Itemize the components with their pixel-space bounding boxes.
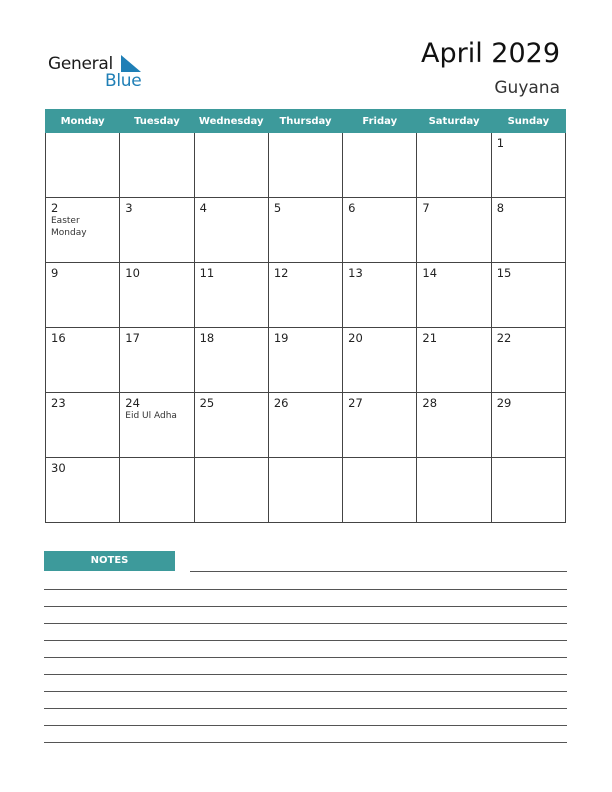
holiday-label: Eid Ul Adha xyxy=(125,411,177,421)
day-cell xyxy=(120,133,194,198)
day-number: 12 xyxy=(273,266,289,280)
day-cell xyxy=(46,458,120,523)
day-number: 23 xyxy=(51,396,66,410)
day-cell xyxy=(194,458,268,523)
day-cell xyxy=(268,133,342,198)
day-number: 17 xyxy=(125,331,140,345)
day-cell xyxy=(417,328,491,393)
weekday-header: Tuesday xyxy=(120,110,194,133)
calendar-country: Guyana xyxy=(494,78,560,98)
weekday-header: Friday xyxy=(343,110,417,133)
day-cell xyxy=(491,393,565,458)
day-cell xyxy=(268,393,342,458)
day-number: 5 xyxy=(273,201,282,215)
day-number: 11 xyxy=(199,266,215,280)
logo-text-blue: Blue xyxy=(105,71,142,91)
day-cell xyxy=(343,133,417,198)
day-cell xyxy=(417,458,491,523)
weekday-header: Wednesday xyxy=(194,110,268,133)
day-number: 20 xyxy=(348,331,363,345)
day-cell xyxy=(120,393,194,458)
week-row xyxy=(46,328,566,393)
day-cell xyxy=(491,458,565,523)
day-cell xyxy=(491,198,565,263)
week-row xyxy=(46,198,566,263)
day-cell xyxy=(343,328,417,393)
weekday-header-row xyxy=(46,110,566,133)
day-number: 10 xyxy=(125,266,140,280)
day-cell xyxy=(194,328,268,393)
day-cell xyxy=(194,198,268,263)
day-number: 8 xyxy=(496,201,505,215)
day-number: 15 xyxy=(496,266,512,280)
weekday-header: Saturday xyxy=(417,110,491,133)
week-row xyxy=(46,458,566,523)
day-cell xyxy=(417,198,491,263)
notes-line xyxy=(44,589,567,590)
notes-line xyxy=(44,725,567,726)
day-number: 21 xyxy=(422,331,438,345)
day-cell xyxy=(268,198,342,263)
logo-triangle-icon xyxy=(121,55,141,72)
weekday-header: Monday xyxy=(46,110,120,133)
weekday-header: Thursday xyxy=(268,110,342,133)
day-number: 29 xyxy=(496,396,512,410)
day-number: 22 xyxy=(496,331,512,345)
notes-line xyxy=(44,606,567,607)
day-number: 6 xyxy=(348,201,356,215)
day-cell xyxy=(491,328,565,393)
day-number: 24 xyxy=(125,396,140,410)
day-cell xyxy=(46,328,120,393)
day-number: 3 xyxy=(125,201,133,215)
day-cell xyxy=(194,393,268,458)
day-number: 18 xyxy=(199,331,215,345)
day-cell xyxy=(120,458,194,523)
day-number: 9 xyxy=(51,266,59,280)
day-cell xyxy=(491,133,565,198)
notes-line xyxy=(44,708,567,709)
day-cell xyxy=(46,393,120,458)
day-cell xyxy=(120,198,194,263)
week-row xyxy=(46,393,566,458)
day-number: 1 xyxy=(496,136,505,150)
day-cell xyxy=(417,393,491,458)
week-row xyxy=(46,133,566,198)
holiday-label: Easter Monday xyxy=(51,216,87,238)
day-cell xyxy=(46,263,120,328)
calendar-title: April 2029 xyxy=(420,38,560,69)
day-number: 7 xyxy=(422,201,430,215)
day-number: 25 xyxy=(199,396,215,410)
day-cell xyxy=(120,328,194,393)
day-cell xyxy=(268,458,342,523)
day-number: 19 xyxy=(273,331,289,345)
weekday-header: Sunday xyxy=(491,110,565,133)
day-number: 4 xyxy=(199,201,207,215)
notes-line xyxy=(190,571,567,572)
day-number: 27 xyxy=(348,396,363,410)
brand-logo xyxy=(48,52,158,92)
day-number: 2 xyxy=(51,201,59,215)
week-row xyxy=(46,263,566,328)
day-cell xyxy=(343,458,417,523)
calendar-body xyxy=(46,133,566,523)
day-number: 14 xyxy=(422,266,438,280)
day-cell xyxy=(268,263,342,328)
day-cell xyxy=(194,133,268,198)
notes-line xyxy=(44,657,567,658)
notes-line xyxy=(44,674,567,675)
day-cell xyxy=(417,263,491,328)
day-number: 16 xyxy=(51,331,66,345)
day-number: 28 xyxy=(422,396,438,410)
day-cell xyxy=(343,263,417,328)
day-cell xyxy=(417,133,491,198)
day-cell xyxy=(46,133,120,198)
day-cell xyxy=(120,263,194,328)
day-number: 30 xyxy=(51,461,66,475)
day-cell xyxy=(268,328,342,393)
notes-label: NOTES xyxy=(44,551,175,571)
notes-line xyxy=(44,640,567,641)
day-cell xyxy=(46,198,120,263)
day-cell xyxy=(343,198,417,263)
day-number: 13 xyxy=(348,266,363,280)
logo-text-general: General xyxy=(48,54,113,74)
notes-line xyxy=(44,623,567,624)
day-cell xyxy=(491,263,565,328)
calendar-grid xyxy=(45,109,566,523)
notes-line xyxy=(44,742,567,743)
day-cell xyxy=(194,263,268,328)
notes-line xyxy=(44,691,567,692)
day-number: 26 xyxy=(273,396,289,410)
day-cell xyxy=(343,393,417,458)
